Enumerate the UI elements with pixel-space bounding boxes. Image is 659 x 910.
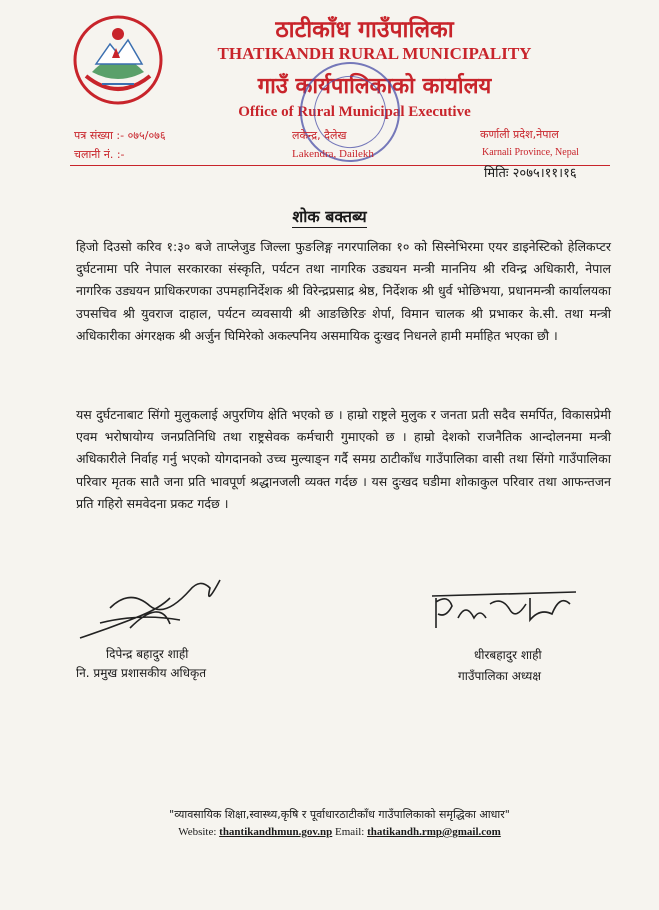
left-signature: [70, 568, 240, 648]
province-en: Karnali Province, Nepal: [482, 147, 579, 158]
letter-number: पत्र संख्या :- ०७५/०७६: [74, 129, 166, 142]
email-label: Email:: [335, 826, 365, 838]
website-link[interactable]: thantikandhmun.gov.np: [219, 826, 333, 838]
left-signatory-name: दिपेन्द्र बहादुर शाही: [106, 647, 189, 661]
office-name-en: Office of Rural Municipal Executive: [238, 104, 471, 120]
right-signatory-name: धीरबहादुर शाही: [474, 648, 542, 662]
body-paragraph-1: हिजो दिउसो करिव १:३० बजे ताप्लेजुड जिल्ला फुङलिङ्ग नगरपालिका १० को सिस्नेभिरमा एयर डाइनेस्टिको हेलिकप्टर दुर्घटनामा परि नेपाल सरकारका संस्कृति, पर्यटन तथा नागरिक उड्ययन मन्त्री माननिय श्री रविन्द्र अधिकारी, नेपाल नागरिक उड्ययन प्राधिकरणका उपमहानिर्देशक श्री विरेन्द्रप्रसाद्र श्रेष्ठ, निर्देशक श्री धुर्व भोछिभया, प्रधानमन्त्री कार्यालयका उपसचिव श्री युवराज दाहाल, पर्यटन व्यवसायी श्री आङछिरिङ शेर्पा, विमान चालक श्री प्रभाकर के.सी. तथा मन्त्री अधिकारीका अंगरक्षक श्री अर्जुन घिमिरेको अकल्पनिय असमायिक दुःखद निधनले हामी मर्माहित भएका छौ ।: [76, 239, 611, 343]
email-link[interactable]: thatikandh.rmp@gmail.com: [367, 826, 501, 838]
right-signature: [430, 588, 580, 638]
location-np: लकेन्द्र, दैलेख: [292, 129, 347, 142]
document-heading: [0, 205, 659, 227]
municipality-name-np: ठाटीकाँध गाउँपालिका: [275, 17, 454, 43]
footer-contact: [0, 826, 659, 838]
dispatch-number: चलानी नं. :-: [74, 148, 125, 161]
body-paragraph-2: यस दुर्घटनाबाट सिंगो मुलुकलाई अपुरणिय क्षेति भएको छ । हाम्रो राष्ट्रले मुलुक र जनता प्रती सदैव समर्पित, विकासप्रेमी एवम भरोषायोग्य जनप्रतिनिधि तथा राष्ट्रसेवक कर्मचारी गुमाएको छ । हाम्रो देशको राजनैतिक आन्दोलनमा मन्त्री अधिकारीले निर्वाह गर्नु भएको योगदानको उच्च मुल्याङ्न गर्दै समग्र ठाटीकाँध गाउँपालिका वासी तथा सिंगो गाउँपालिका परिवार मृतक सातै जना प्रति भावपूर्ण श्रद्धानजली व्यक्त गर्दछ । यस दुःखद घडीमा शोकाकुल परिवार तथा आफन्तजन प्रति गहिरो समवेदना प्रकट गर्दछ ।: [76, 407, 611, 511]
location-en: Lakendra, Dailekh: [292, 148, 374, 160]
province-np: कर्णाली प्रदेश,नेपाल: [480, 128, 559, 141]
left-signatory-title: नि. प्रमुख प्रशासकीय अधिकृत: [76, 666, 207, 680]
heading-text: शोक बक्तब्य: [292, 207, 367, 226]
footer-motto: "व्यावसायिक शिक्षा,स्वास्थ्य,कृषि र पूर्वाधारठाटीकाँध गाउँपालिकाको समृद्धिका आधार": [169, 808, 510, 821]
office-name-np: गाउँ कार्यपालिकाको कार्यालय: [257, 74, 492, 99]
municipality-name-en: THATIKANDH RURAL MUNICIPALITY: [217, 44, 532, 63]
website-label: Website:: [178, 826, 217, 838]
right-signatory-title: गाउँपालिका अध्यक्ष: [458, 669, 541, 683]
letter-date: मितिः २०७५।११।१६: [484, 166, 577, 181]
